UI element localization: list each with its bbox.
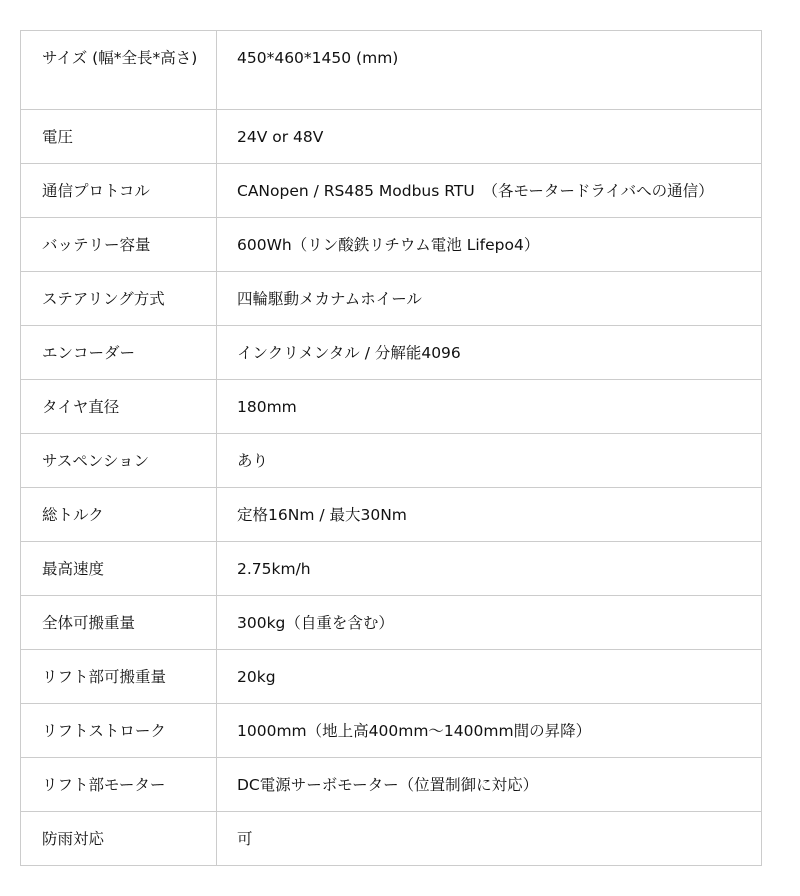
spec-value: 四輪駆動メカナムホイール	[217, 272, 762, 326]
spec-value: 可	[217, 812, 762, 866]
spec-row-battery	[21, 218, 762, 272]
spec-value: 600Wh（リン酸鉄リチウム電池 Lifepo4）	[217, 218, 762, 272]
spec-label: サイズ (幅*全長*高さ)	[21, 31, 217, 110]
spec-value: DC電源サーボモーター（位置制御に対応）	[217, 758, 762, 812]
spec-value: あり	[217, 434, 762, 488]
spec-label: 防雨対応	[21, 812, 217, 866]
spec-row-rainproof	[21, 812, 762, 866]
spec-row-lift-stroke	[21, 704, 762, 758]
spec-table-body	[21, 31, 762, 866]
spec-value: 定格16Nm / 最大30Nm	[217, 488, 762, 542]
spec-label: リフト部可搬重量	[21, 650, 217, 704]
spec-row-speed	[21, 542, 762, 596]
spec-label: ステアリング方式	[21, 272, 217, 326]
spec-value: 450*460*1450 (mm)	[217, 31, 762, 110]
spec-label: バッテリー容量	[21, 218, 217, 272]
spec-value: 1000mm（地上高400mm〜1400mm間の昇降）	[217, 704, 762, 758]
spec-value: インクリメンタル / 分解能4096	[217, 326, 762, 380]
spec-label: 通信プロトコル	[21, 164, 217, 218]
spec-label: 最高速度	[21, 542, 217, 596]
spec-row-suspension	[21, 434, 762, 488]
spec-label: 電圧	[21, 110, 217, 164]
spec-value: 20kg	[217, 650, 762, 704]
spec-row-torque	[21, 488, 762, 542]
spec-value: 180mm	[217, 380, 762, 434]
spec-row-tire	[21, 380, 762, 434]
spec-row-encoder	[21, 326, 762, 380]
spec-value: 2.75km/h	[217, 542, 762, 596]
spec-label: リフト部モーター	[21, 758, 217, 812]
spec-value: 300kg（自重を含む）	[217, 596, 762, 650]
spec-value: CANopen / RS485 Modbus RTU （各モータードライバへの通信）	[217, 164, 762, 218]
spec-row-voltage	[21, 110, 762, 164]
spec-value: 24V or 48V	[217, 110, 762, 164]
spec-label: サスペンション	[21, 434, 217, 488]
spec-label: タイヤ直径	[21, 380, 217, 434]
spec-label: エンコーダー	[21, 326, 217, 380]
spec-label: 全体可搬重量	[21, 596, 217, 650]
spec-row-protocol	[21, 164, 762, 218]
spec-row-size	[21, 31, 762, 110]
spec-row-steering	[21, 272, 762, 326]
spec-table	[20, 30, 762, 866]
spec-label: リフトストローク	[21, 704, 217, 758]
spec-row-lift-payload	[21, 650, 762, 704]
spec-row-payload	[21, 596, 762, 650]
spec-label: 総トルク	[21, 488, 217, 542]
spec-row-lift-motor	[21, 758, 762, 812]
